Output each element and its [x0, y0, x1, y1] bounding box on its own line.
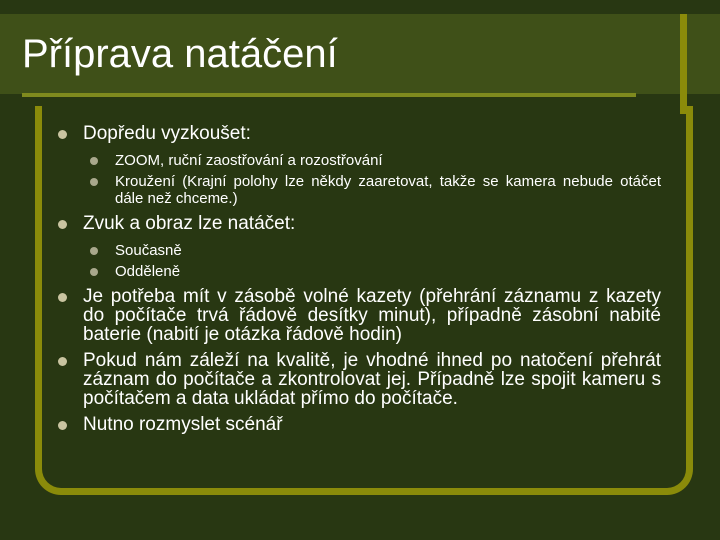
bullet-item — [55, 214, 661, 280]
bullet-icon — [58, 130, 67, 139]
bullet-list — [55, 124, 661, 434]
sub-bullet-text: Současně — [115, 242, 182, 259]
slide-title: Příprava natáčení — [22, 32, 338, 76]
bullet-item — [55, 287, 661, 344]
sub-bullet-item — [87, 152, 661, 169]
sub-bullet-item — [87, 263, 661, 280]
sub-bullet-text: Kroužení (Krajní polohy lze někdy zaaretovat, takže se kamera nebude otáčet dále než chceme.) — [115, 173, 661, 207]
frame-edge — [680, 14, 687, 114]
bullet-text: Pokud nám záleží na kvalitě, je vhodné ihned po natočení přehrát záznam do počítače a zkontrolovat jej. Případně lze spojit kameru s počítačem a data ukládat přímo do počítače. — [83, 350, 661, 409]
bullet-icon — [58, 220, 67, 229]
sub-bullet-text: Odděleně — [115, 263, 181, 280]
bullet-item — [55, 351, 661, 408]
bullet-icon — [58, 357, 67, 366]
bullet-icon — [90, 178, 98, 186]
bullet-text: Nutno rozmyslet scénář — [83, 414, 283, 435]
title-underline — [22, 93, 636, 97]
sub-bullet-item — [87, 242, 661, 259]
bullet-icon — [58, 421, 67, 430]
sub-bullet-list — [87, 242, 661, 280]
bullet-text: Dopředu vyzkoušet: — [83, 123, 251, 144]
bullet-text: Zvuk a obraz lze natáčet: — [83, 213, 296, 234]
bullet-text: Je potřeba mít v zásobě volné kazety (přehrání záznamu z kazety do počítače trvá řádově desítky minut), případně zásobní nabité baterie (nabití je otázka řádově hodin) — [83, 286, 661, 345]
sub-bullet-item — [87, 173, 661, 207]
bullet-list-container — [55, 124, 661, 441]
sub-bullet-list — [87, 152, 661, 207]
bullet-icon — [58, 293, 67, 302]
sub-bullet-text: ZOOM, ruční zaostřování a rozostřování — [115, 152, 383, 169]
bullet-icon — [90, 268, 98, 276]
bullet-item — [55, 124, 661, 207]
bullet-icon — [90, 157, 98, 165]
bullet-icon — [90, 247, 98, 255]
bullet-item — [55, 415, 661, 434]
